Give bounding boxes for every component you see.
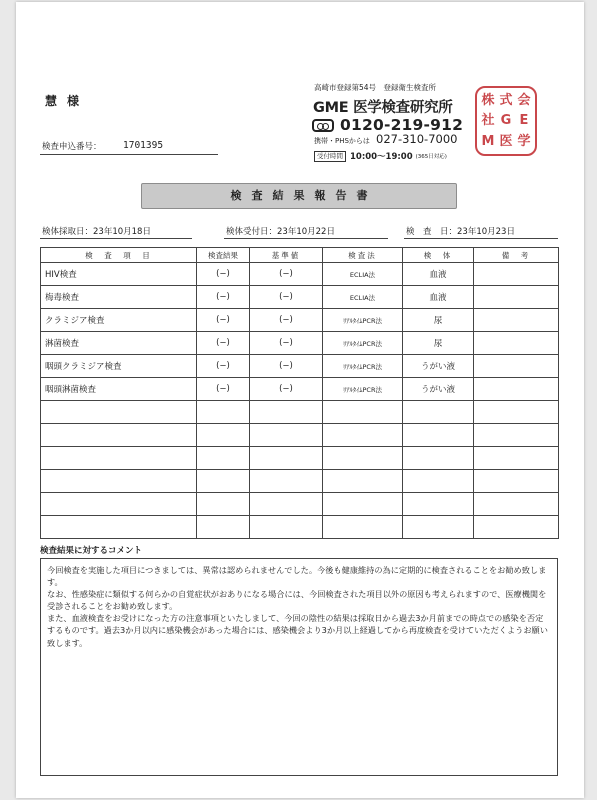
test-date: 検 査 日：23年10月23日 [406,227,515,237]
result-cell: (−) [197,332,250,355]
header-remarks: 備 考 [474,248,559,263]
test-item-cell: クラミジア検査 [41,309,197,332]
header-result: 検査結果 [197,248,250,263]
seal-char: E [519,113,529,129]
method-cell [323,516,403,539]
header-specimen: 検 体 [403,248,474,263]
specimen-cell [403,447,474,470]
patient-name: 慧 様 [45,94,82,108]
method-cell [323,424,403,447]
method-cell: ﾘｱﾙﾀｲﾑPCR法 [323,355,403,378]
remarks-cell [474,286,559,309]
specimen-cell [403,470,474,493]
result-cell [197,447,250,470]
result-cell [197,424,250,447]
test-item-cell [41,424,197,447]
specimen-cell: 尿 [403,332,474,355]
table-row [41,470,559,493]
mobile-label: 携帯・PHSからは [314,137,370,145]
specimen-cell: うがい液 [403,378,474,401]
specimen-cell [403,401,474,424]
application-number-label: 検査申込番号： [42,142,102,152]
business-hours [314,150,447,162]
header-method: 検査法 [323,248,403,263]
comment-label: 検査結果に対するコメント [40,546,143,556]
specimen-cell [403,493,474,516]
specimen-cell: うがい液 [403,355,474,378]
received-date: 検体受付日：23年10月22日 [226,227,335,237]
table-row [41,332,559,355]
comment-paragraph: また、血液検査をお受けになった方の注意事項といたしまして、今回の陰性の結果は採取日から過去3か月前までの時点での感染を否定するものです。過去3か月以内に感染機会があった場合には、感染機会より3か月以上経過してから再度検査を受けていただくようお願い致します。 [47,613,548,648]
method-cell [323,470,403,493]
seal-char: 株 [481,92,495,108]
seal-char: G [500,113,512,129]
reference-cell [250,470,323,493]
reference-cell: (−) [250,378,323,401]
test-item-cell [41,516,197,539]
seal-char: 学 [517,134,531,150]
method-cell: ﾘｱﾙﾀｲﾑPCR法 [323,309,403,332]
hours-note: (365日対応) [415,154,447,160]
application-underline [40,154,218,155]
remarks-cell [474,263,559,286]
company-seal [475,86,537,156]
specimen-cell [403,516,474,539]
test-item-cell: 咽頭クラミジア検査 [41,355,197,378]
specimen-cell [403,424,474,447]
test-item-cell: 梅毒検査 [41,286,197,309]
table-row [41,516,559,539]
remarks-cell [474,470,559,493]
test-item-cell: 淋菌検査 [41,332,197,355]
received-date-underline [224,238,388,239]
table-row [41,355,559,378]
seal-char: 式 [499,92,513,108]
seal-char: 社 [481,113,495,129]
test-item-cell [41,493,197,516]
remarks-cell [474,516,559,539]
lab-name: GME 医学検査研究所 [313,100,453,116]
result-cell: (−) [197,355,250,378]
result-cell: (−) [197,309,250,332]
result-cell [197,493,250,516]
remarks-cell [474,332,559,355]
table-row [41,447,559,470]
seal-char: 医 [499,134,513,150]
reference-cell [250,447,323,470]
remarks-cell [474,424,559,447]
table-row [41,378,559,401]
test-item-cell [41,447,197,470]
result-cell: (−) [197,286,250,309]
freedial-icon [312,119,334,132]
method-cell: ECLIA法 [323,286,403,309]
reference-cell: (−) [250,355,323,378]
result-cell [197,401,250,424]
report-page [16,2,584,798]
remarks-cell [474,309,559,332]
seal-char: 会 [517,92,531,108]
remarks-cell [474,447,559,470]
specimen-cell: 血液 [403,286,474,309]
remarks-cell [474,378,559,401]
table-header-row [41,248,559,263]
test-item-cell: 咽頭淋菌検査 [41,378,197,401]
date-row [40,225,558,239]
result-cell [197,516,250,539]
result-cell: (−) [197,378,250,401]
seal-char: M [481,134,495,150]
remarks-cell [474,355,559,378]
header-test-item: 検 査 項 目 [41,248,197,263]
table-row [41,263,559,286]
test-item-cell [41,470,197,493]
report-title: 検査結果報告書 [141,183,457,209]
reference-cell: (−) [250,286,323,309]
remarks-cell [474,493,559,516]
results-table [40,247,559,539]
lab-registration: 高崎市登録第54号 登録衛生検査所 [314,83,437,92]
method-cell [323,493,403,516]
method-cell: ﾘｱﾙﾀｲﾑPCR法 [323,332,403,355]
reference-cell: (−) [250,309,323,332]
method-cell: ECLIA法 [323,263,403,286]
hours-text: 10:00〜19:00 [350,152,413,162]
result-cell: (−) [197,263,250,286]
reference-cell [250,493,323,516]
table-row [41,401,559,424]
reference-cell: (−) [250,332,323,355]
comment-box [40,558,558,776]
method-cell [323,447,403,470]
specimen-cell: 血液 [403,263,474,286]
freedial-number: 0120-219-912 [340,116,464,134]
table-row [41,309,559,332]
result-cell [197,470,250,493]
collection-date-underline [40,238,192,239]
test-date-underline [404,238,558,239]
table-row [41,286,559,309]
method-cell: ﾘｱﾙﾀｲﾑPCR法 [323,378,403,401]
application-number: 1701395 [123,140,164,151]
hours-badge: 受付時間 [314,151,346,162]
reference-cell: (−) [250,263,323,286]
test-item-cell: HIV検査 [41,263,197,286]
reference-cell [250,424,323,447]
mobile-number: 027-310-7000 [376,132,458,146]
comment-paragraph: なお、性感染症に類似する何らかの自覚症状がおありになる場合には、今回検査された項目以外の原因も考えられますので、医療機関を受診されることをお勧め致します。 [47,589,547,612]
table-row [41,424,559,447]
test-item-cell [41,401,197,424]
comment-paragraph: 今回検査を実施した項目につきましては、異常は認められませんでした。今後も健康維持の為に定期的に検査されることをお勧め致します。 [47,565,547,588]
reference-cell [250,401,323,424]
remarks-cell [474,401,559,424]
collection-date: 検体採取日：23年10月18日 [42,227,151,237]
table-row [41,493,559,516]
reference-cell [250,516,323,539]
specimen-cell: 尿 [403,309,474,332]
header-reference: 基準値 [250,248,323,263]
method-cell [323,401,403,424]
